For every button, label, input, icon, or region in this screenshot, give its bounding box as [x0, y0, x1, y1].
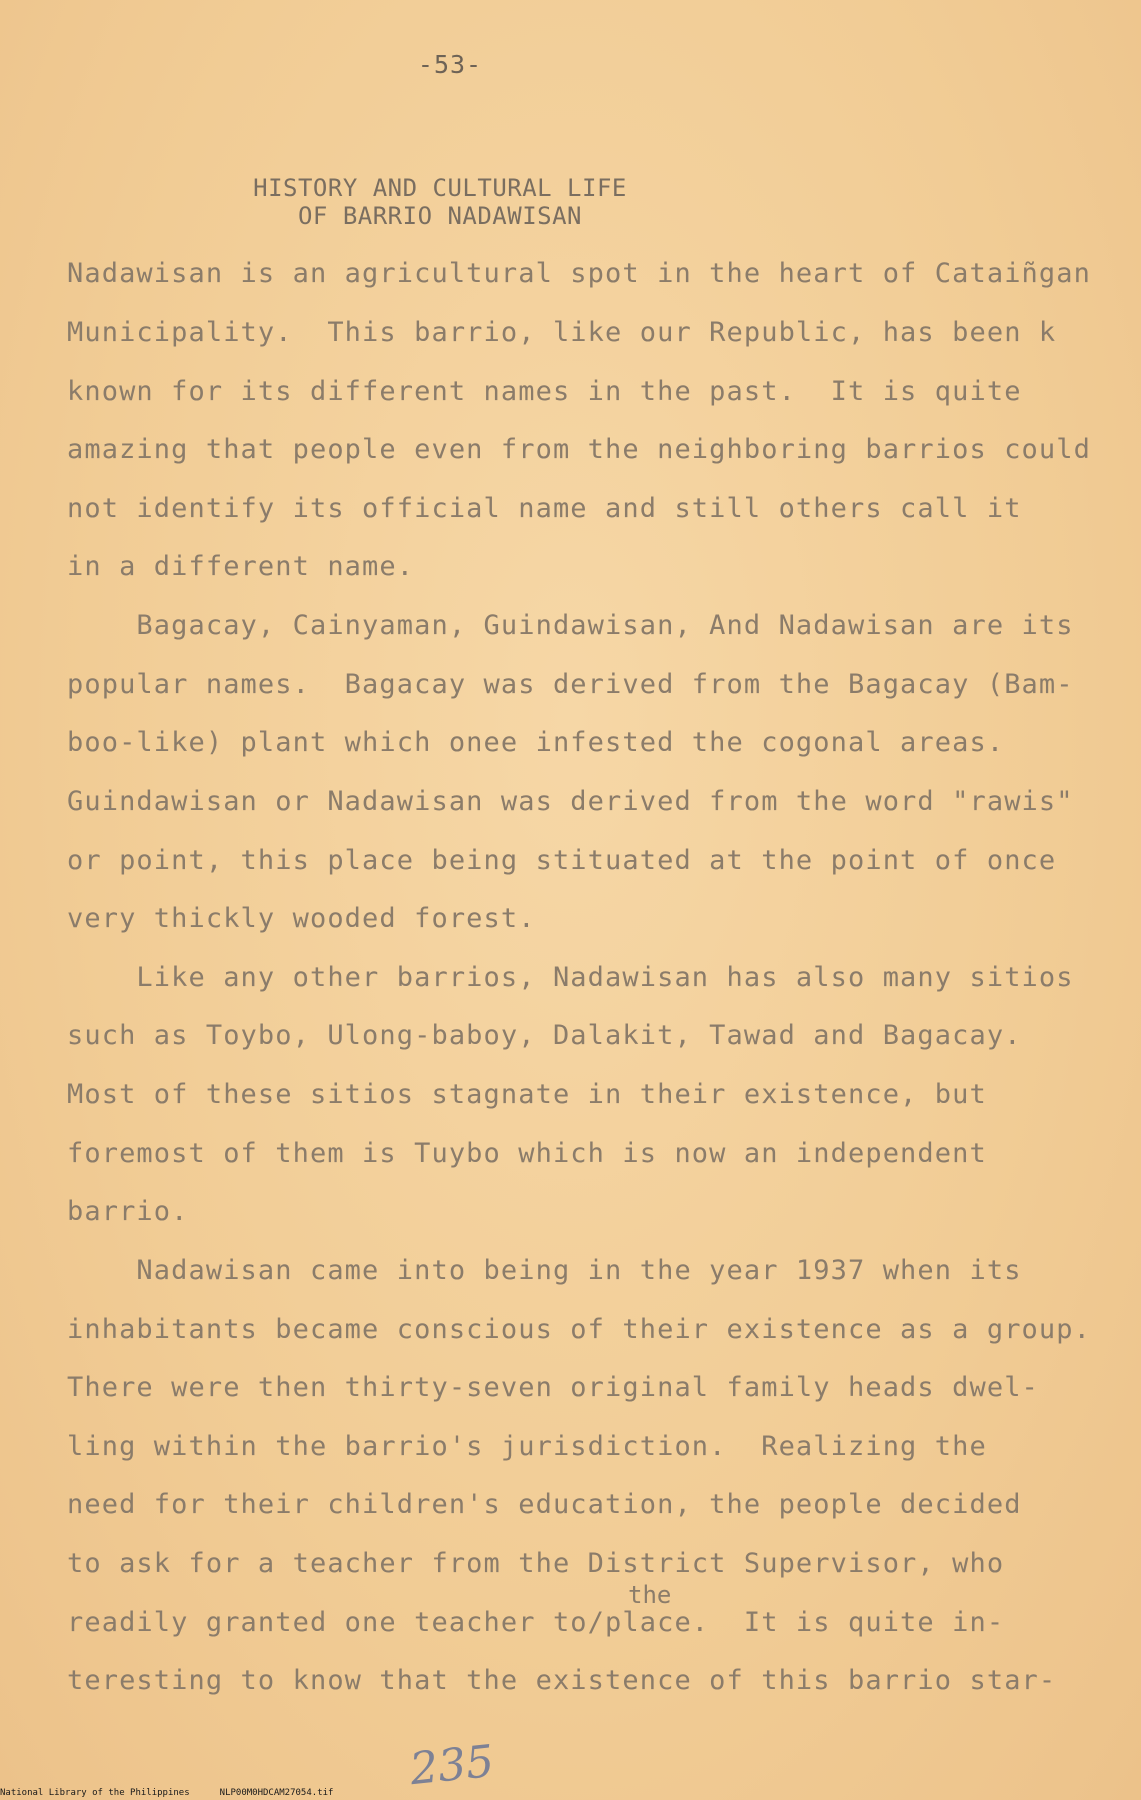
body-line: foremost of them is Tuybo which is now an independent [67, 1138, 987, 1169]
body-line: teresting to know that the existence of this barrio star- [67, 1665, 1057, 1696]
body-line: Bagacay, Cainyaman, Guindawisan, And Nadawisan are its [67, 610, 1074, 641]
footer-file-name: NLP00M0HDCAM27054.tif [219, 1788, 334, 1798]
body-line: inhabitants became conscious of their existence as a group. [67, 1314, 1091, 1345]
page-number: -53- [417, 50, 483, 79]
body-line: Municipality. This barrio, like our Republic, has been k [67, 317, 1057, 348]
body-line: need for their children's education, the people decided [67, 1489, 1022, 1520]
body-line: such as Toybo, Ulong-baboy, Dalakit, Tawad and Bagacay. [67, 1020, 1022, 1051]
document-title-line-1: HISTORY AND CULTURAL LIFE [253, 174, 627, 202]
body-line: There were then thirty-seven original family heads dwel- [67, 1372, 1039, 1403]
body-line: known for its different names in the past. It is quite [67, 376, 1022, 407]
footer-institution: National Library of the Philippines [0, 1788, 190, 1798]
interline-insertion: the [628, 1581, 672, 1609]
body-line: not identify its official name and still others call it [67, 493, 1022, 524]
body-line: Most of these sitios stagnate in their existence, but [67, 1079, 987, 1110]
body-line: in a different name. [67, 551, 415, 582]
body-line: Nadawisan came into being in the year 1937 when its [67, 1255, 1022, 1286]
document-title-line-2: OF BARRIO NADAWISAN [297, 202, 583, 230]
body-line: boo-like) plant which onee infested the cogonal areas. [67, 727, 1005, 758]
body-line: amazing that people even from the neighboring barrios could [67, 434, 1091, 465]
body-line: Guindawisan or Nadawisan was derived from the word "rawis" [67, 786, 1074, 817]
body-line: or point, this place being stituated at the point of once [67, 845, 1057, 876]
body-line: barrio. [67, 1196, 189, 1227]
body-line: readily granted one teacher to/place. It is quite in- [67, 1607, 1005, 1638]
body-line: to ask for a teacher from the District Supervisor, who [67, 1548, 1005, 1579]
handwritten-page-number: 235 [407, 1735, 497, 1796]
body-line: very thickly wooded forest. [67, 903, 536, 934]
body-line: Like any other barrios, Nadawisan has also many sitios [67, 962, 1074, 993]
scan-footer [0, 1788, 1141, 1798]
body-line: ling within the barrio's jurisdiction. Realizing the [67, 1431, 987, 1462]
body-line: Nadawisan is an agricultural spot in the heart of Cataiñgan [67, 258, 1091, 289]
body-line: popular names. Bagacay was derived from the Bagacay (Bam- [67, 669, 1074, 700]
